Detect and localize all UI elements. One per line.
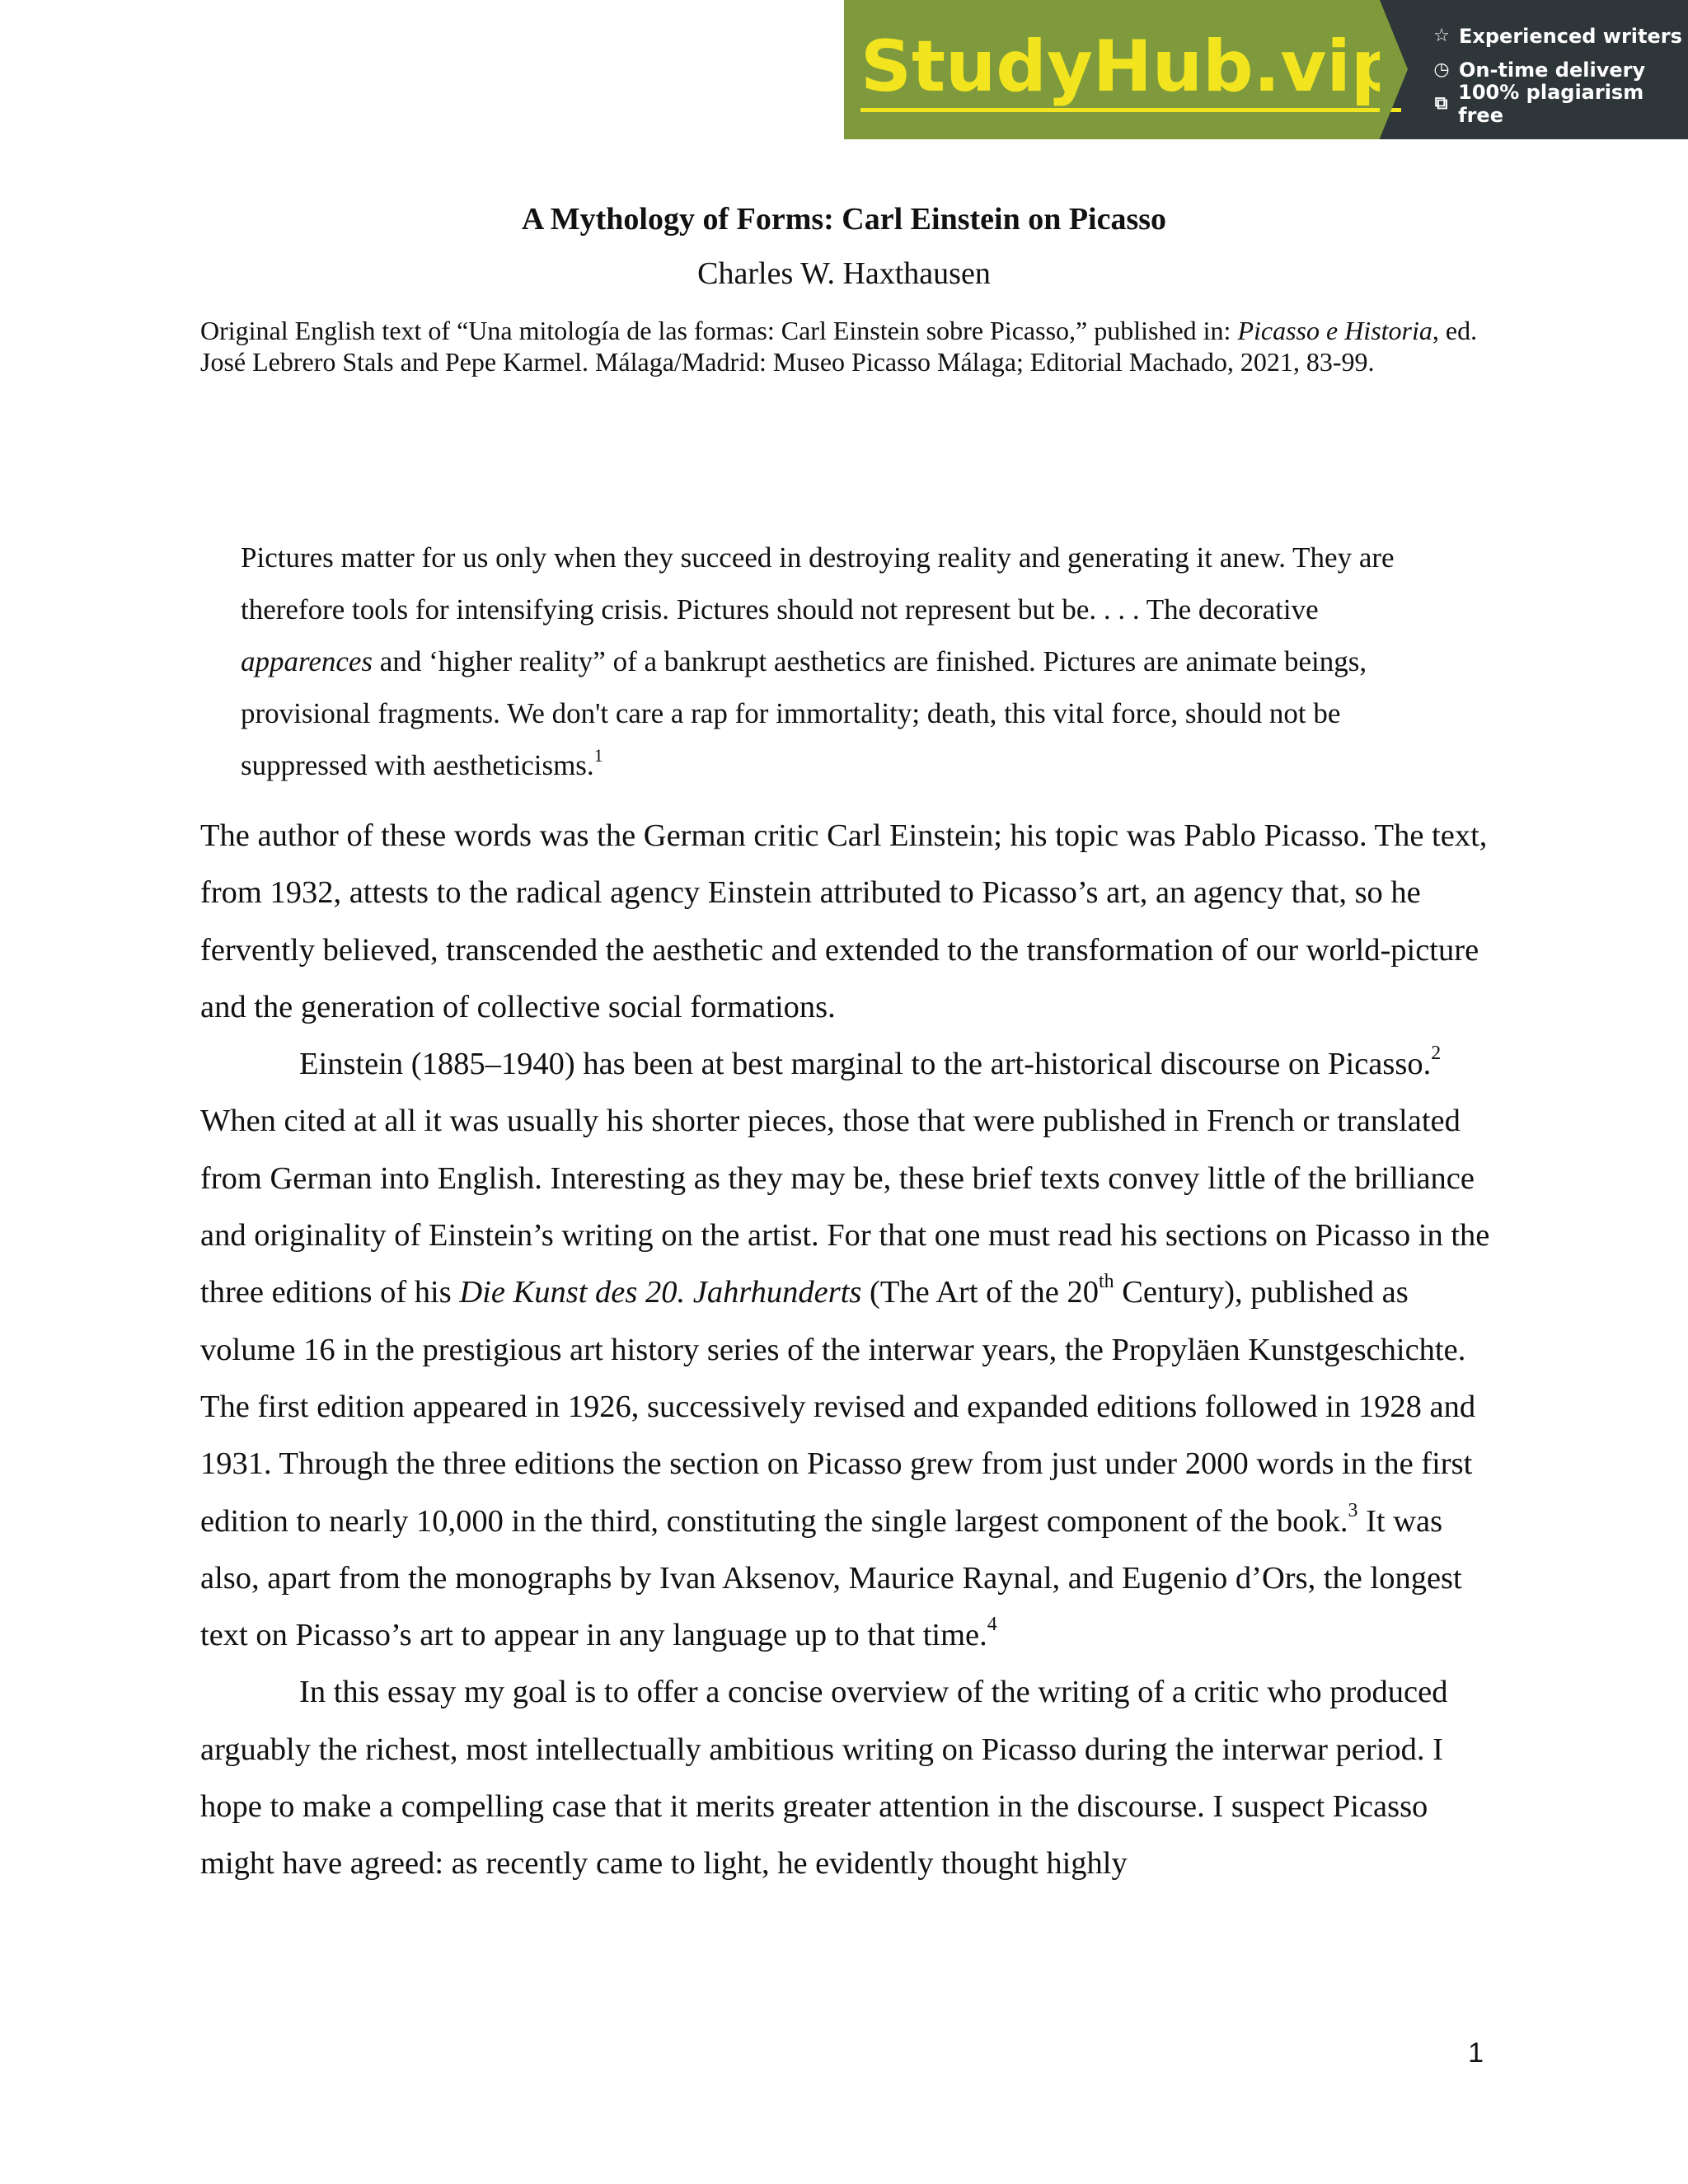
feature-label: Experienced writers [1459, 24, 1682, 48]
feature-experienced-writers [1431, 19, 1688, 53]
clock-icon: ◷ [1433, 59, 1450, 80]
note-text: Original English text of “Una mitología de las formas: Carl Einstein sobre Picasso,” published in: [200, 316, 1238, 345]
document-author: Charles W. Haxthausen [697, 256, 991, 291]
body-text [200, 808, 1503, 1893]
footnote-ref-1[interactable]: 1 [593, 745, 603, 766]
book-title-italic: Die Kunst des 20. Jahrhunderts [459, 1275, 862, 1310]
paragraph-3: In this essay my goal is to offer a concise overview of the writing of a critic who produced arguably the richest, most intellectually ambitious writing on Picasso during the interwar period. I hope to make a compelling case that it merits greater attention in the discourse. I suspect Picasso might have agreed: as recently came to light, he evidently thought highly [200, 1675, 1448, 1882]
publication-note [200, 315, 1486, 377]
studyhub-logo: StudyHub.vip [860, 27, 1401, 112]
footnote-ref-2[interactable]: 2 [1431, 1043, 1442, 1065]
banner-logo-panel [844, 0, 1402, 139]
footnote-ref-4[interactable]: 4 [987, 1614, 997, 1636]
star-icon: ☆ [1433, 26, 1450, 46]
quote-text: and ‘higher reality” of a bankrupt aesthetics are finished. Pictures are animate beings, provisional fragments. We don't care a rap for immortality; death, this vital force, should not be suppressed with aestheticisms. [241, 645, 1367, 781]
paragraph-2: Einstein (1885–1940) has been at best marginal to the art-historical discourse on Picasso.$^2$ When cited at all it was usually his shorter pieces, those that were published in French or translated from German into English. Interesting as they may be, these brief texts convey little of the brilliance and originality of Einstein’s writing on the artist. For that one must read his sections on Picasso in the three editions of his Die Kunst des 20. Jahrhunderts (The Art of the 20th Century), published as volume 16 in the prestigious art history series of the interwar years, the Propyläen Kunstgeschichte. The first edition appeared in 1926, successively revised and expanded editions followed in 1928 and 1931. Through the three editions the section on Picasso grew from just under 2000 words in the first edition to nearly 10,000 in the third, constituting the single largest component of the book.$^3$ It was also, apart from the monographs by Ivan Aksenov, Maurice Raynal, and Eugenio d’Ors, the longest text on Picasso’s art to appear in any language up to that time.$^4$ [200, 1043, 1490, 1653]
ordinal-superscript: th [1099, 1271, 1114, 1293]
promo-banner[interactable] [844, 0, 1688, 139]
quote-italic: apparences [241, 645, 373, 677]
banner-features [1380, 0, 1688, 139]
footnote-ref-3[interactable]: 3 [1348, 1499, 1358, 1521]
note-italic-title: Picasso e Historia [1237, 316, 1432, 345]
document-title: A Mythology of Forms: Carl Einstein on Picasso [521, 202, 1167, 237]
note-text: , ed. José Lebrero Stals and Pepe Karmel. Málaga/Madrid: Museo Picasso Málaga; Editorial Machado, 2021, 83-99. [200, 316, 1478, 377]
feature-label: On-time delivery [1459, 58, 1646, 82]
page-number: 1 [1468, 2037, 1484, 2069]
feature-plagiarism-free [1431, 80, 1688, 127]
quote-text: Pictures matter for us only when they succeed in destroying reality and generating it anew. They are therefore tools for intensifying crisis. Pictures should not represent but be. . . . The decorative [241, 541, 1395, 626]
epigraph-quote [241, 532, 1444, 791]
copy-icon: ⧉ [1434, 93, 1448, 114]
paragraph-1: The author of these words was the German critic Carl Einstein; his topic was Pablo Picasso. The text, from 1932, attests to the radical agency Einstein attributed to Picasso’s art, an agency that, so he fervently believed, transcended the aesthetic and extended to the transformation of our world-picture and the generation of collective social formations. [200, 818, 1488, 1024]
feature-label: 100% plagiarism free [1458, 80, 1644, 127]
